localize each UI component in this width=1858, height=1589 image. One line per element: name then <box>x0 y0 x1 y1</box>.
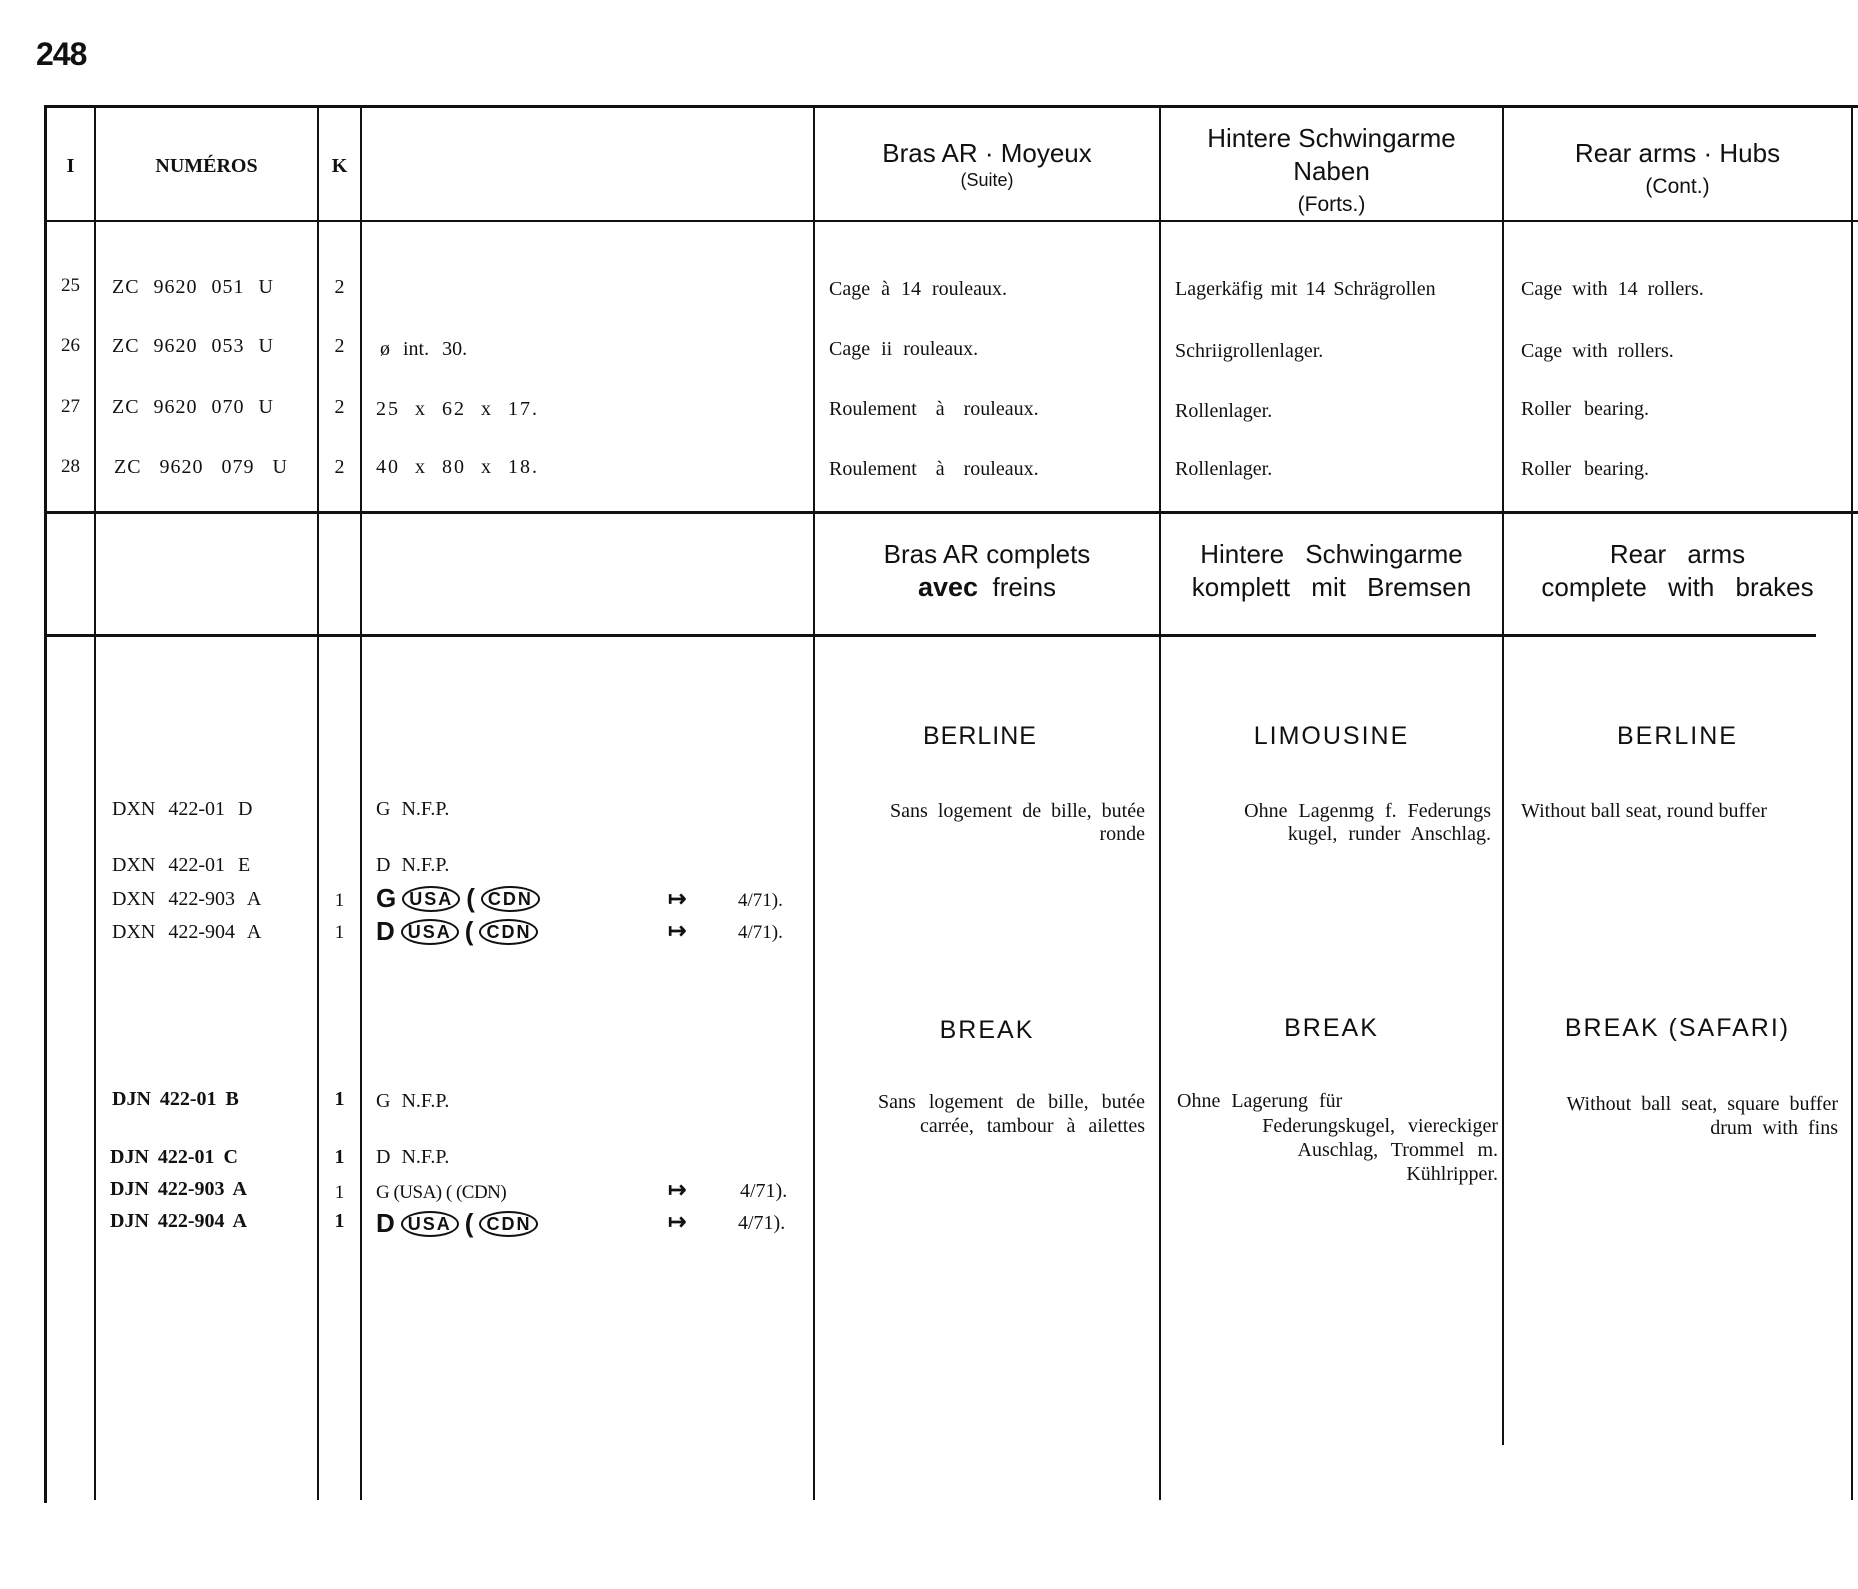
part-number: ZC 9620 053 U <box>112 335 274 357</box>
desc-de: Lagerkäfig mit 14 Schrägrollen <box>1175 278 1436 300</box>
spec-market: G USA ( CDN <box>376 883 540 914</box>
break-desc-fr: Sans logement de bille, butée carrée, tambour à ailettes <box>878 1091 1145 1137</box>
spec: 25 x 62 x 17. <box>376 398 539 420</box>
spec-market: D USA ( CDN <box>376 916 538 947</box>
quantity: 2 <box>334 456 345 478</box>
spec: D N.F.P. <box>376 1146 450 1168</box>
desc-fr: Cage ii rouleaux. <box>829 338 979 360</box>
berline-title-fr: BERLINE <box>923 722 1037 750</box>
arrow-right-icon: ↦ <box>668 1209 687 1234</box>
berline-desc-en: Without ball seat, round buffer <box>1521 800 1767 822</box>
row-index: 25 <box>61 275 80 296</box>
desc-de: Rollenlager. <box>1175 400 1273 422</box>
quantity: 1 <box>334 890 345 911</box>
desc-fr: Roulement à rouleaux. <box>829 458 1039 480</box>
page-number: 248 <box>36 36 87 72</box>
cdn-badge: CDN <box>481 886 540 912</box>
part-number: DXN 422-01 D <box>112 798 253 820</box>
break-desc-de-1: Ohne Lagerung für <box>1177 1090 1343 1112</box>
desc-de: Schriigrollenlager. <box>1175 340 1324 362</box>
part-number: ZC 9620 051 U <box>112 276 274 298</box>
cdn-badge: CDN <box>479 1211 538 1237</box>
break-desc-en: Without ball seat, square buffer drum with fins <box>1566 1093 1838 1139</box>
quantity: 1 <box>334 1146 345 1168</box>
arrow-right-icon: ↦ <box>668 886 687 911</box>
desc-de: Rollenlager. <box>1175 458 1273 480</box>
part-number: DXN 422-01 E <box>112 854 251 876</box>
header-col-i: I <box>66 155 75 177</box>
quantity: 2 <box>334 396 345 418</box>
spec-market: D USA ( CDN <box>376 1208 538 1239</box>
arrow-right-icon: ↦ <box>668 1177 687 1202</box>
header-english: Rear arms · Hubs (Cont.) <box>1574 138 1781 198</box>
berline-desc-de: Ohne Lagenmg f. Federungs kugel, runder Anschlag. <box>1244 800 1491 845</box>
usa-badge: USA <box>401 1211 459 1237</box>
valid-from-date: 4/71). <box>740 1180 788 1202</box>
section-heading-de: Hintere Schwingarme komplett mit Bremsen <box>1191 539 1472 602</box>
spec: G (USA) ( (CDN) <box>376 1182 507 1203</box>
desc-en: Cage with 14 rollers. <box>1521 278 1704 300</box>
quantity: 2 <box>334 276 345 298</box>
header-french: Bras AR · Moyeux (Suite) <box>882 138 1092 190</box>
break-desc-de: Federungskugel, viereckiger Auschlag, Trommel m. Kühlripper. <box>1262 1115 1498 1185</box>
berline-title-de: LIMOUSINE <box>1253 722 1410 750</box>
row-index: 28 <box>61 456 80 477</box>
header-german: Hintere Schwingarme Naben (Forts.) <box>1207 123 1456 216</box>
desc-en: Roller bearing. <box>1521 458 1649 480</box>
desc-en: Cage with rollers. <box>1521 340 1674 362</box>
valid-from-date: 4/71). <box>738 922 783 943</box>
berline-desc-fr: Sans logement de bille, butée ronde <box>890 800 1145 845</box>
quantity: 1 <box>334 922 345 943</box>
part-number: DJN 422-903 A <box>110 1178 247 1200</box>
quantity: 1 <box>334 1210 345 1232</box>
part-number: DXN 422-904 A <box>112 921 262 943</box>
header-col-k: K <box>331 155 348 177</box>
part-number: ZC 9620 079 U <box>114 456 288 478</box>
spec: G N.F.P. <box>376 1090 450 1112</box>
usa-badge: USA <box>401 919 459 945</box>
quantity: 1 <box>334 1088 345 1110</box>
header-col-numeros: NUMÉROS <box>155 155 258 177</box>
row-index: 26 <box>61 335 80 356</box>
berline-title-en: BERLINE <box>1617 722 1738 750</box>
part-number: ZC 9620 070 U <box>112 396 274 418</box>
break-title-en: BREAK (SAFARI) <box>1564 1014 1791 1042</box>
part-number: DXN 422-903 A <box>112 888 262 910</box>
break-title-fr: BREAK <box>939 1016 1035 1044</box>
usa-badge: USA <box>402 886 460 912</box>
quantity: 1 <box>334 1182 345 1203</box>
part-number: DJN 422-01 C <box>110 1146 238 1168</box>
row-index: 27 <box>61 396 80 417</box>
valid-from-date: 4/71). <box>738 890 783 911</box>
cdn-badge: CDN <box>479 919 538 945</box>
quantity: 2 <box>334 335 345 357</box>
valid-from-date: 4/71). <box>738 1212 786 1234</box>
desc-fr: Roulement à rouleaux. <box>829 398 1039 420</box>
spec: ø int. 30. <box>380 338 468 360</box>
break-title-de: BREAK <box>1284 1014 1379 1042</box>
spec: G N.F.P. <box>376 798 450 820</box>
arrow-right-icon: ↦ <box>668 918 687 943</box>
part-number: DJN 422-904 A <box>110 1210 247 1232</box>
section-heading-en: Rear arms complete with brakes <box>1541 539 1814 602</box>
desc-fr: Cage à 14 rouleaux. <box>829 278 1007 300</box>
spec: D N.F.P. <box>376 854 450 876</box>
section-heading-fr: Bras AR complets avec freins <box>883 539 1091 602</box>
desc-en: Roller bearing. <box>1521 398 1649 420</box>
part-number: DJN 422-01 B <box>112 1088 239 1110</box>
spec: 40 x 80 x 18. <box>376 456 539 478</box>
